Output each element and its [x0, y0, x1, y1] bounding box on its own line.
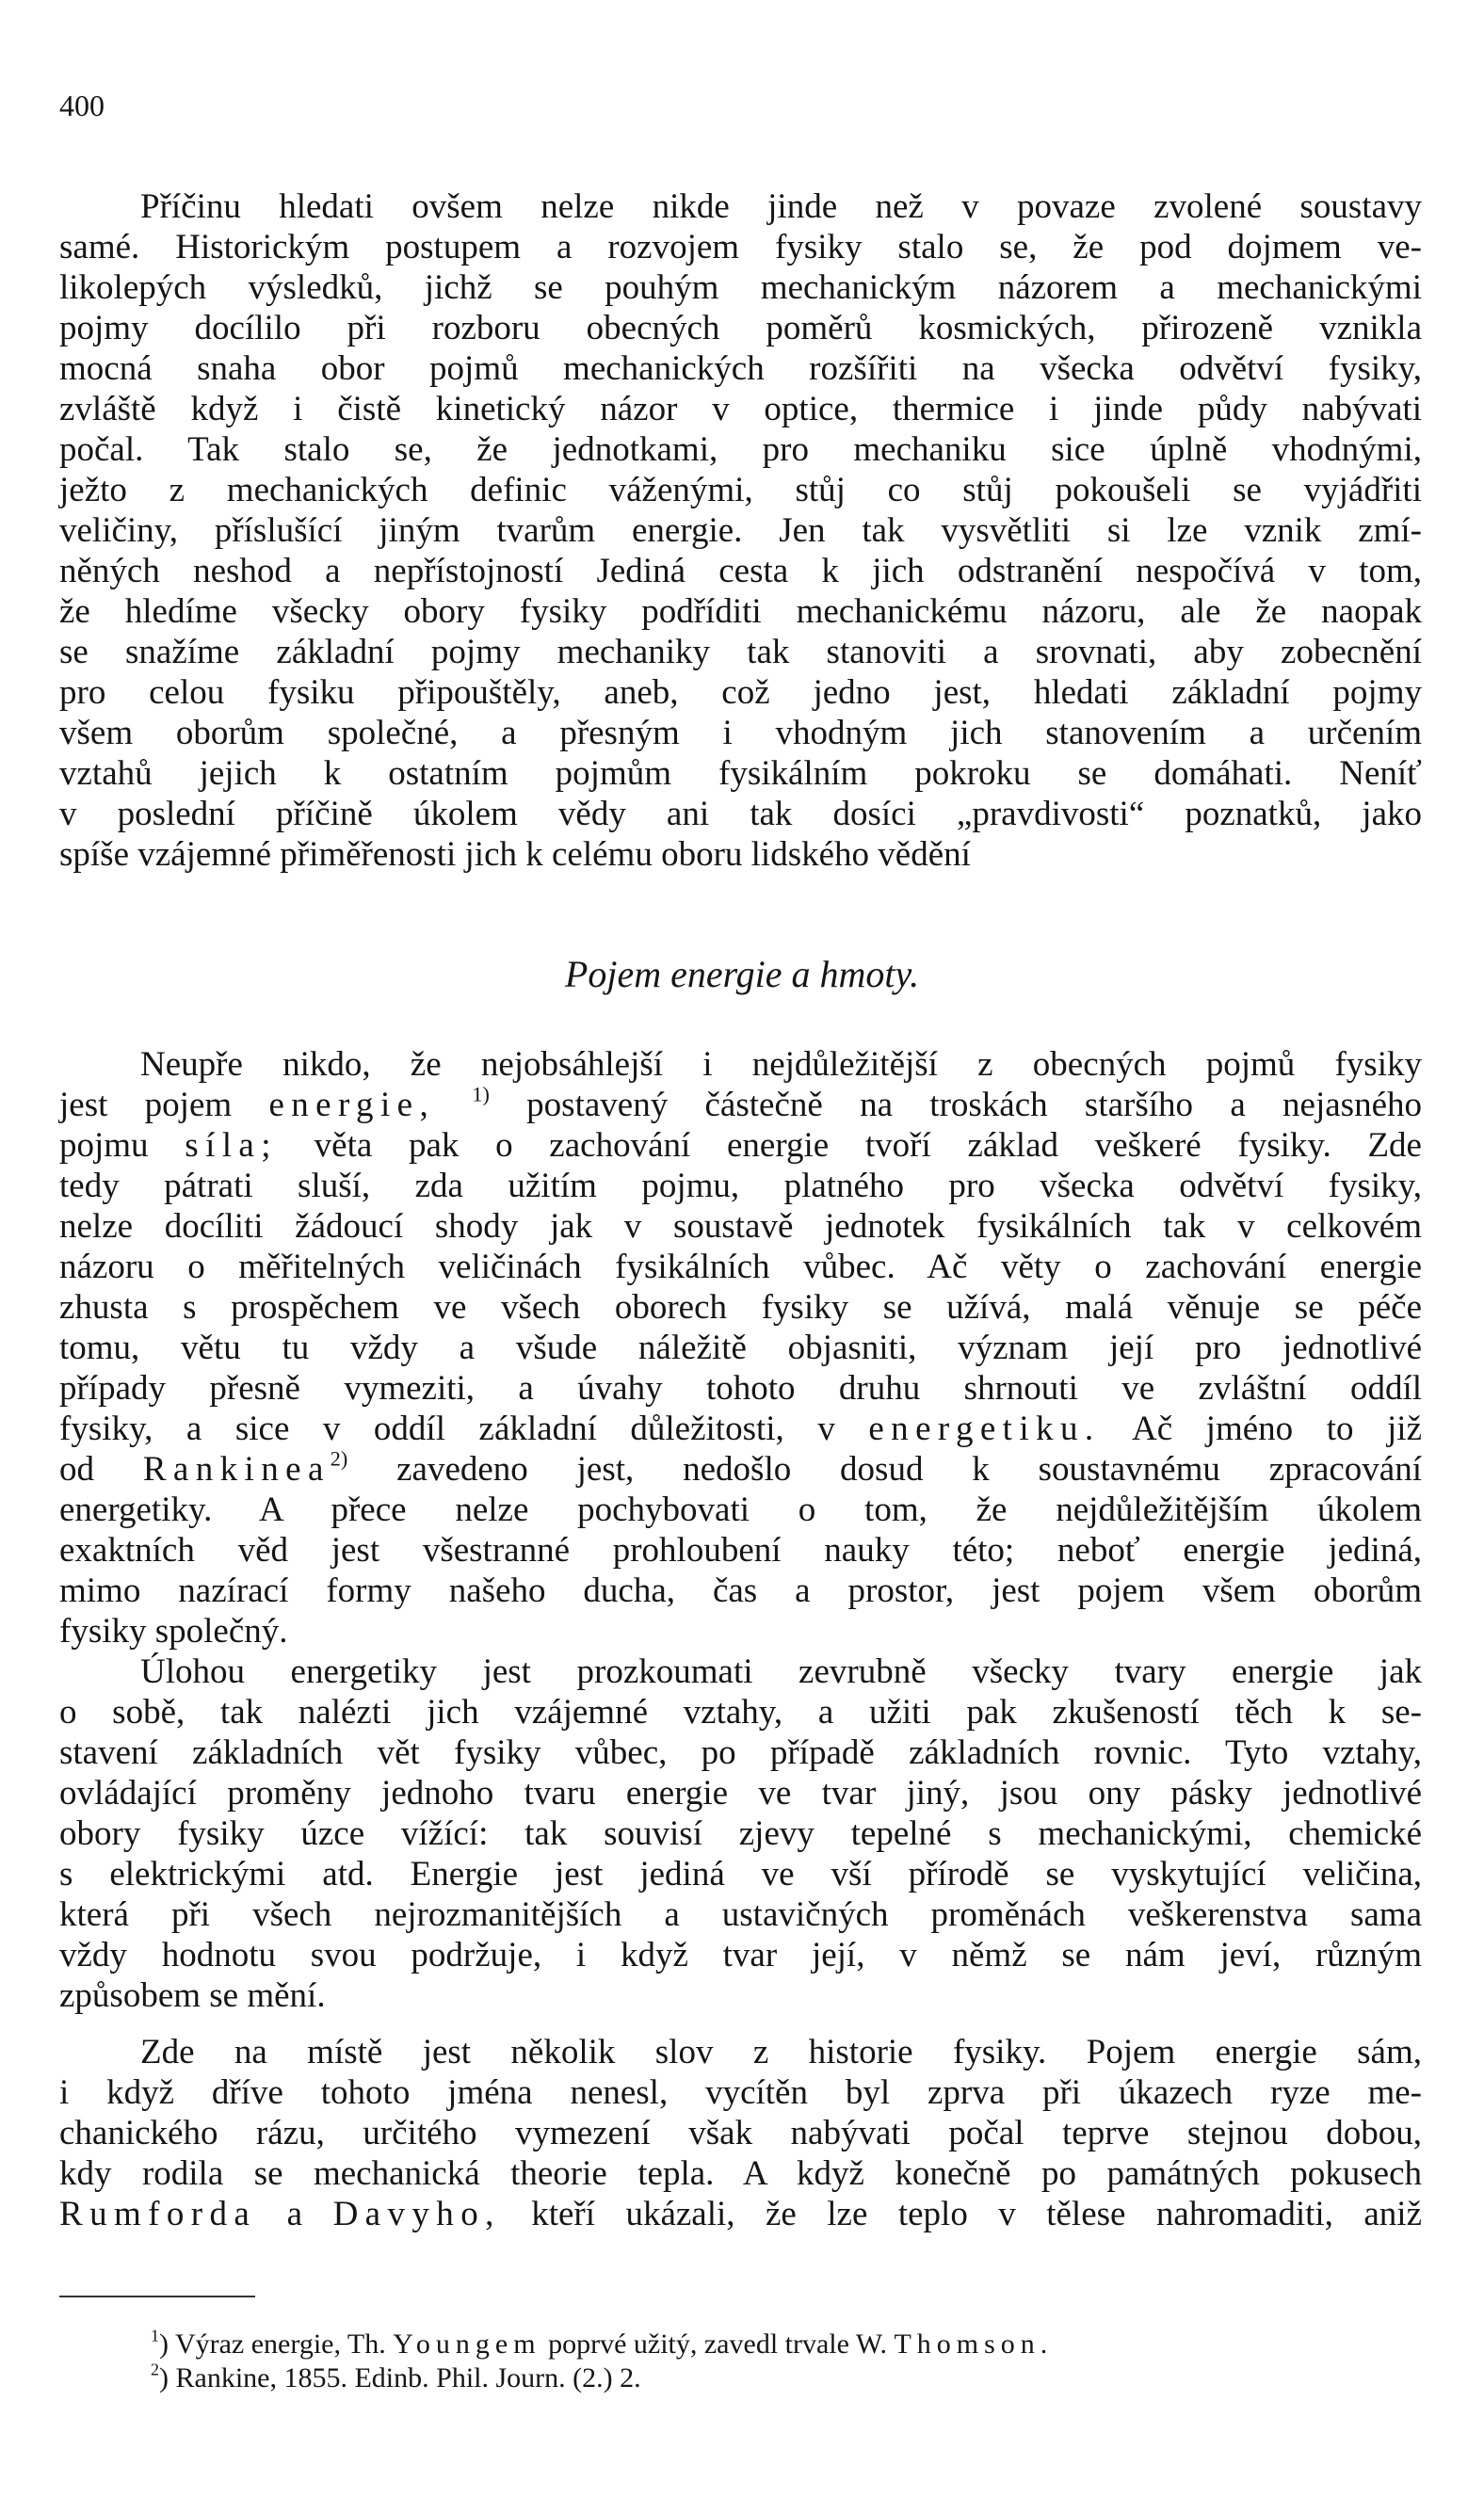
text-line — [59, 510, 1422, 551]
text-line — [59, 1328, 1422, 1368]
text-run: i když dříve tohoto jména nenesl, vycítěn byl zprva při úkazech ryze me- — [59, 2073, 1422, 2112]
text-line — [59, 834, 1422, 875]
text-run: v poslední příčině úkolem vědy ani tak dosíci „pravdivosti“ poznatků, jako — [59, 795, 1422, 833]
text-line — [59, 672, 1422, 713]
text-line — [59, 1692, 1422, 1732]
text-run: kteří ukázali, že lze teplo v tělese nahromaditi, aniž — [500, 2195, 1422, 2233]
text-line — [59, 1206, 1422, 1247]
text-run: ovládající proměny jednoho tvaru energie ve tvar jiný, jsou ony pásky jednotlivé — [59, 1774, 1422, 1813]
text-run: ježto z mechanických definic váženými, stůj co stůj pokoušeli se vyjádřiti — [59, 471, 1422, 509]
text-run: s elektrickými atd. Energie jest jediná ve vší přírodě se vyskytující veličina, — [59, 1855, 1422, 1894]
text-run: něných neshod a nepřístojností Jediná cesta k jich odstranění nespočívá v tom, — [59, 552, 1422, 590]
footnote-reference: 1) — [472, 1082, 490, 1106]
footnote-reference: 2) — [330, 1446, 348, 1471]
text-line — [59, 2153, 1422, 2194]
footnote-marker: 1 — [151, 2326, 159, 2345]
text-line — [59, 1490, 1422, 1530]
text-line — [59, 551, 1422, 591]
emphasized-word: síla; — [185, 1126, 278, 1165]
text-line — [59, 713, 1422, 753]
text-line — [59, 1166, 1422, 1206]
footnote — [151, 2328, 1053, 2361]
text-line — [59, 389, 1422, 429]
text-run: Rankine, 1855. Edinb. Phil. Journ. (2.) 2. — [175, 2362, 641, 2393]
text-line — [59, 1287, 1422, 1328]
text-run: pojmu — [59, 1126, 186, 1165]
text-line — [59, 267, 1422, 308]
text-line — [59, 1652, 1422, 1692]
text-run: fysiky společný. — [59, 1612, 288, 1651]
text-line — [59, 308, 1422, 348]
text-run: veličiny, příslušící jiným tvarům energie. Jen tak vysvětliti si lze vznik zmí- — [59, 511, 1422, 550]
footnote — [151, 2361, 1053, 2395]
text-run: mocná snaha obor pojmů mechanických rozšířiti na všecka odvětví fysiky, — [59, 349, 1422, 388]
emphasized-word: Davyho, — [332, 2195, 501, 2233]
text-line — [59, 2072, 1422, 2113]
footnote-divider — [59, 2296, 255, 2297]
text-run: nelze docíliti žádoucí shody jak v soustavě jednotek fysikálních tak v celkovém — [59, 1207, 1422, 1246]
page-number: 400 — [59, 89, 105, 122]
paragraph-3 — [59, 1652, 1422, 2016]
text-line — [59, 632, 1422, 672]
text-line — [59, 1530, 1422, 1571]
text-line — [59, 1732, 1422, 1773]
text-run: všem oborům společné, a přesným i vhodným jich stanovením a určením — [59, 714, 1422, 752]
footnotes — [151, 2328, 1053, 2395]
text-run: že hledíme všecky obory fysiky podříditi mechanickému názoru, ale že naopak — [59, 592, 1422, 631]
text-run: způsobem se mění. — [59, 1976, 326, 2015]
text-run: tomu, větu tu vždy a všude náležitě objasniti, význam její pro jednotlivé — [59, 1329, 1422, 1367]
text-line — [59, 1247, 1422, 1287]
text-run: která při všech nejrozmanitějších a ustavičných proměnách veškerenstva sama — [59, 1895, 1422, 1934]
text-line — [59, 1773, 1422, 1813]
text-line — [59, 2194, 1422, 2234]
emphasized-word: Rankinea — [142, 1450, 331, 1489]
text-line — [59, 1975, 1422, 2016]
text-run: pro celou fysiku připouštěly, aneb, což jedno jest, hledati základní pojmy — [59, 673, 1422, 712]
text-run: věta pak o zachování energie tvoří základ veškeré fysiky. Zde — [277, 1126, 1422, 1165]
emphasized-word: energie, — [268, 1086, 436, 1124]
text-line — [59, 429, 1422, 470]
emphasized-word: Rumforda — [59, 2195, 257, 2233]
text-run: vždy hodnotu svou podržuje, i když tvar její, v němž se nám jeví, různým — [59, 1936, 1422, 1974]
text-run: pojmy docílilo při rozboru obecných poměrů kosmických, přirozeně vznikla — [59, 309, 1422, 347]
text-line — [59, 1894, 1422, 1935]
text-run: Úlohou energetiky jest prozkoumati zevrubně všecky tvary energie jak — [140, 1652, 1422, 1691]
text-run: poprvé užitý, zavedl trvale W. — [540, 2329, 895, 2360]
emphasized-word: Youngem — [393, 2329, 541, 2360]
text-run: mimo nazírací formy našeho ducha, čas a prostor, jest pojem všem oborům — [59, 1571, 1422, 1610]
paragraph-4 — [59, 2032, 1422, 2234]
text-line — [59, 1446, 1422, 1490]
text-line — [59, 753, 1422, 794]
text-line — [59, 1368, 1422, 1409]
text-run: a — [256, 2195, 333, 2233]
text-run: samé. Historickým postupem a rozvojem fysiky stalo se, že pod dojmem ve- — [59, 228, 1422, 266]
text-run: se snažíme základní pojmy mechaniky tak stanoviti a srovnati, aby zobecnění — [59, 633, 1422, 671]
text-run: Neupře nikdo, že nejobsáhlejší i nejdůležitější z obecných pojmů fysiky — [140, 1045, 1422, 1084]
text-run: Příčinu hledati ovšem nelze nikde jinde než v povaze zvolené soustavy — [140, 187, 1422, 226]
text-line — [59, 2113, 1422, 2153]
text-run: postavený částečně na troskách staršího a nejasného — [489, 1086, 1422, 1124]
text-line — [59, 1082, 1422, 1125]
text-run: případy přesně vymeziti, a úvahy tohoto druhu shrnouti ve zvláštní oddíl — [59, 1369, 1422, 1408]
text-line — [59, 470, 1422, 510]
text-line — [59, 1611, 1422, 1652]
text-line — [59, 1813, 1422, 1854]
text-line — [59, 1044, 1422, 1085]
text-run: kdy rodila se mechanická theorie tepla. A když konečně po památných pokusech — [59, 2154, 1422, 2193]
text-run: fysiky, a sice v oddíl základní důležitosti, v — [59, 1410, 869, 1448]
text-run: tedy pátrati sluší, zda užitím pojmu, platného pro všecka odvětví fysiky, — [59, 1167, 1422, 1205]
text-run: zvláště když i čistě kinetický názor v optice, thermice i jinde půdy nabývati — [59, 390, 1422, 428]
text-run: od — [59, 1450, 143, 1489]
text-line — [59, 1571, 1422, 1611]
text-line — [59, 794, 1422, 834]
footnote-marker-paren: ) — [159, 2362, 176, 2393]
text-line — [59, 348, 1422, 389]
text-run: Zde na místě jest několik slov z historie fysiky. Pojem energie sám, — [140, 2033, 1422, 2071]
paragraph-1 — [59, 186, 1422, 875]
emphasized-word: energetiku. — [868, 1410, 1101, 1448]
footnote-marker: 2 — [151, 2360, 159, 2379]
text-run: likolepých výsledků, jichž se pouhým mechanickým názorem a mechanickými — [59, 268, 1422, 307]
text-run: exaktních věd jest všestranné prohloubení nauky této; neboť energie jediná, — [59, 1531, 1422, 1570]
text-run: spíše vzájemné přiměřenosti jich k celému oboru lidského vědění — [59, 835, 971, 874]
section-heading: Pojem energie a hmoty. — [564, 953, 920, 995]
text-run: vztahů jejich k ostatním pojmům fysikálním pokroku se domáhati. Neníť — [59, 754, 1422, 793]
text-run: jest pojem — [59, 1086, 269, 1124]
text-run: o sobě, tak nalézti jich vzájemné vztahy, a užiti pak zkušeností těch k se- — [59, 1693, 1422, 1732]
paragraph-2 — [59, 1044, 1422, 1652]
text-line — [59, 1854, 1422, 1894]
text-run: zavedeno jest, nedošlo dosud k soustavnému zpracování — [347, 1450, 1422, 1489]
text-run: zhusta s prospěchem ve všech oborech fysiky se užívá, malá věnuje se péče — [59, 1288, 1422, 1327]
text-line — [59, 1125, 1422, 1166]
text-run — [435, 1086, 472, 1124]
text-run: Výraz energie, Th. — [174, 2329, 394, 2360]
emphasized-word: Thomson. — [894, 2329, 1054, 2360]
text-run: chanického rázu, určitého vymezení však nabývati počal teprve stejnou dobou, — [59, 2114, 1422, 2152]
text-line — [59, 2032, 1422, 2072]
text-run: stavení základních vět fysiky vůbec, po případě základních rovnic. Tyto vztahy, — [59, 1733, 1422, 1772]
text-run: energetiky. A přece nelze pochybovati o tom, že nejdůležitějším úkolem — [59, 1491, 1422, 1529]
text-line — [59, 1935, 1422, 1975]
text-run: Ač jméno to již — [1100, 1410, 1422, 1448]
text-line — [59, 591, 1422, 632]
text-line — [59, 1409, 1422, 1449]
text-line — [59, 186, 1422, 227]
text-run: obory fysiky úzce vížící: tak souvisí zjevy tepelné s mechanickými, chemické — [59, 1814, 1422, 1853]
text-run: názoru o měřitelných veličinách fysikálních vůbec. Ač věty o zachování energie — [59, 1248, 1422, 1286]
text-run: počal. Tak stalo se, že jednotkami, pro mechaniku sice úplně vhodnými, — [59, 430, 1422, 469]
footnote-marker-paren: ) — [159, 2329, 175, 2360]
text-line — [59, 227, 1422, 267]
